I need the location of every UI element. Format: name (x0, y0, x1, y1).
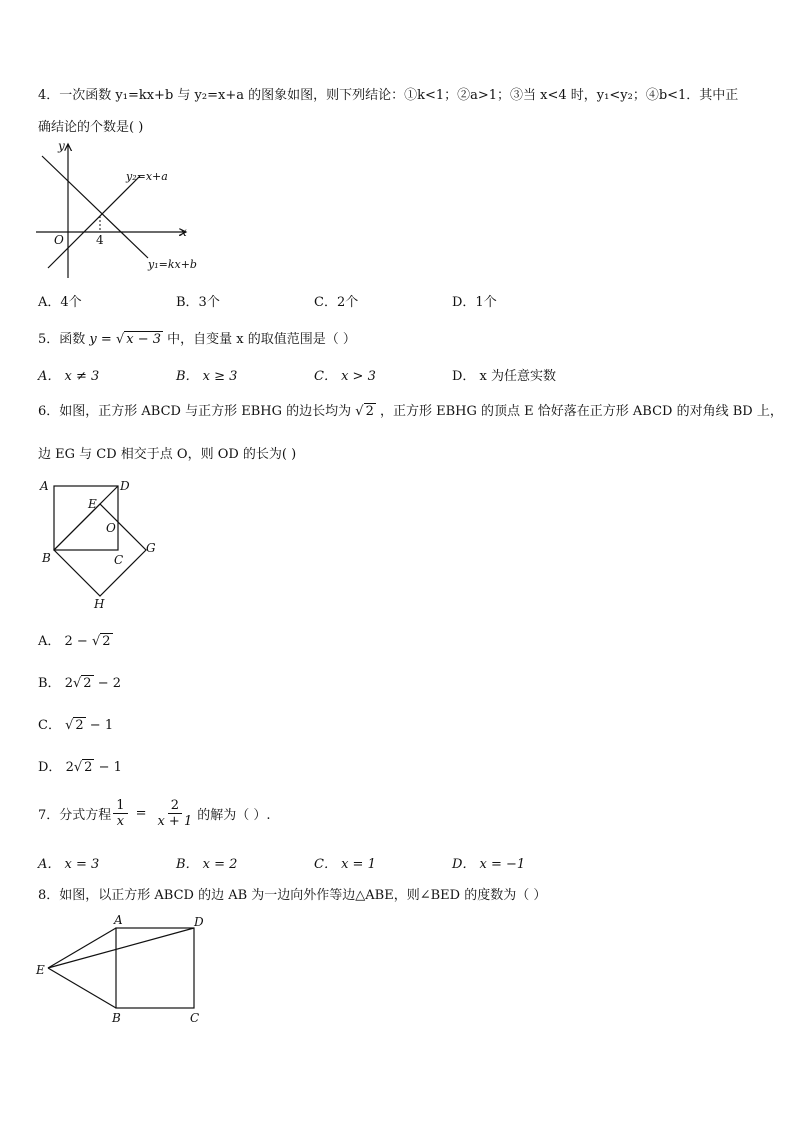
q4-option-d: D．1个 (452, 295, 497, 310)
x-axis-label: x (180, 225, 187, 239)
q7-rhs-fraction (154, 798, 195, 829)
label-o: O (106, 521, 116, 535)
label-d: D (194, 915, 204, 929)
q6-option-b-rad: 2 (83, 676, 92, 691)
origin-label: O (54, 233, 64, 247)
q7-option-d: D． x = −1 (452, 857, 526, 872)
q4-option-b: B．3个 (176, 295, 220, 310)
segment-eb (48, 968, 116, 1008)
q4-stem-line2: 确结论的个数是( ) (38, 120, 144, 135)
q6-option-b-pre: 2 (64, 676, 73, 691)
q6-option-d-rad: 2 (84, 760, 93, 775)
label-a: A (40, 479, 49, 493)
q6-line1-pre: 6．如图，正方形 ABCD 与正方形 EBHG 的边长均为 (38, 404, 352, 419)
q7-lhs-num: 1 (113, 798, 127, 814)
q6-option-c-rad: 2 (75, 718, 84, 733)
q7-suffix: 的解为（ ）. (197, 808, 271, 823)
line2-label: y₂=x+a (126, 170, 168, 183)
q5-stem (38, 328, 356, 347)
label-c: C (190, 1011, 200, 1025)
q6-option-d (38, 756, 122, 775)
q6-option-b-label: B． (38, 676, 61, 691)
segment-ed (48, 928, 194, 968)
q6-option-d-pre: 2 (65, 760, 74, 775)
q6-option-c-post: − 1 (85, 718, 114, 733)
q4-option-c: C．2个 (314, 295, 359, 310)
q7-option-c: C． x = 1 (314, 857, 376, 872)
q4-function-graph (30, 140, 210, 280)
label-e: E (88, 497, 97, 511)
label-b: B (112, 1011, 121, 1025)
q5-option-a: A． x ≠ 3 (38, 369, 100, 384)
q6-sqrt: √ 2 (355, 404, 374, 419)
q6-option-a-rad: 2 (102, 634, 111, 649)
q7-prefix: 7．分式方程 (38, 808, 112, 823)
square-abcd (116, 928, 194, 1008)
q6-option-b-post: − 2 (93, 676, 121, 691)
q8-stem: 8．如图，以正方形 ABCD 的边 AB 为一边向外作等边△ABE，则∠BED 的度数为（ ） (38, 888, 547, 903)
q6-line1-post: ，正方形 EBHG 的顶点 E 恰好落在正方形 ABCD 的对角线 BD 上， (379, 404, 783, 419)
label-b: B (42, 551, 51, 565)
q6-option-c-label: C． (38, 718, 61, 733)
q7-lhs-fraction (113, 798, 127, 829)
q6-square-figure (36, 476, 166, 614)
q6-stem-line1 (38, 400, 783, 419)
q6-option-d-label: D． (38, 760, 62, 775)
q5-option-d: D． x 为任意实数 (452, 369, 557, 384)
q7-option-a: A． x = 3 (38, 857, 100, 872)
q6-radicand: 2 (365, 404, 374, 419)
label-e: E (36, 963, 45, 977)
label-d: D (120, 479, 130, 493)
q4-stem-line1: 4．一次函数 y₁=kx+b 与 y₂=x+a 的图象如图，则下列结论：①k<1；②a>1；③当 x<4 时，y₁<y₂；④b<1．其中正 (38, 88, 739, 103)
q5-radicand: x − 3 (126, 332, 161, 347)
q6-option-c-sqrt: √ 2 (65, 718, 84, 733)
line-y2 (48, 176, 140, 268)
label-g: G (146, 541, 156, 555)
q6-option-d-post: − 1 (94, 760, 122, 775)
q6-option-c (38, 714, 113, 733)
tick-4-label: 4 (96, 233, 104, 247)
q6-option-b-sqrt: √ 2 (72, 676, 92, 691)
q5-sqrt: √ x − 3 (115, 332, 161, 347)
q6-option-a-label: A． (38, 634, 61, 649)
q7-lhs-den: x (116, 814, 125, 829)
q4-option-a: A．4个 (38, 295, 82, 310)
q6-option-b (38, 672, 121, 691)
q6-option-a-pre: 2 − (64, 634, 92, 649)
label-c: C (114, 553, 124, 567)
q6-option-a-sqrt: √ 2 (91, 634, 111, 649)
q7-rhs-num: 2 (168, 798, 182, 814)
q7-rhs-den: x + 1 (157, 814, 193, 829)
q5-lhs: y = (89, 332, 112, 347)
q7-equals: = (135, 806, 147, 821)
q5-option-b: B． x ≥ 3 (176, 369, 238, 384)
y-axis-label: y (58, 139, 65, 153)
q6-stem-line2: 边 EG 与 CD 相交于点 O，则 OD 的长为( ) (38, 447, 297, 462)
q5-option-c: C． x > 3 (314, 369, 376, 384)
q6-option-d-sqrt: √ 2 (73, 760, 93, 775)
q7-stem (38, 798, 271, 829)
q5-suffix: 中，自变量 x 的取值范围是（ ） (167, 332, 356, 347)
q6-option-a (38, 630, 113, 649)
segment-ea (48, 928, 116, 968)
q8-square-triangle-figure (34, 912, 214, 1032)
label-h: H (94, 597, 105, 611)
q5-prefix: 5．函数 (38, 332, 86, 347)
q7-option-b: B． x = 2 (176, 857, 238, 872)
label-a: A (114, 913, 123, 927)
line1-label: y₁=kx+b (148, 258, 197, 271)
